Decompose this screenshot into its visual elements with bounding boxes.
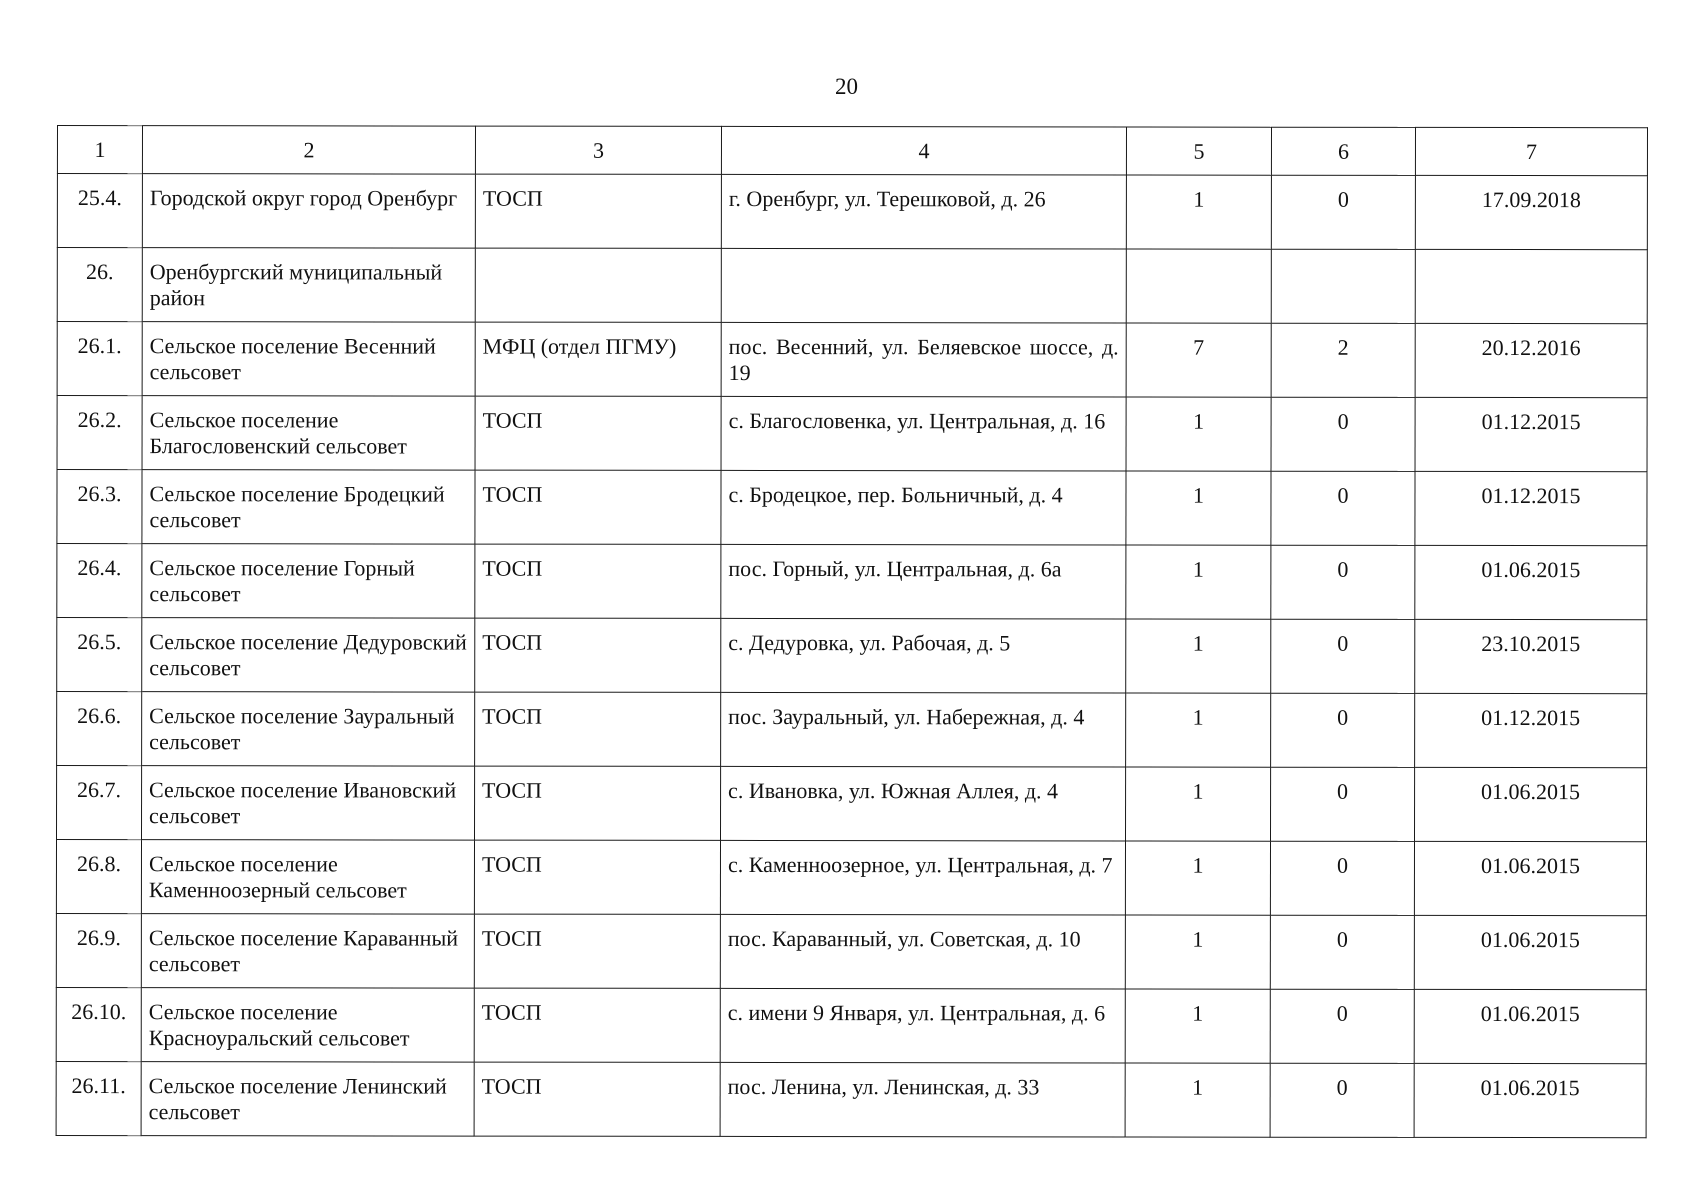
row-number-cell: 26.7.: [57, 766, 142, 840]
table-row: [57, 618, 1647, 694]
municipality-name-cell: Сельское поселение Караванный сельсовет: [141, 914, 474, 988]
header-cell: 4: [721, 126, 1126, 175]
count-extra-cell: 0: [1271, 175, 1415, 249]
row-number-cell: 26.: [57, 248, 142, 322]
page-number: 20: [835, 74, 858, 99]
office-type-cell: ТОСП: [475, 692, 721, 766]
row-number-cell: 26.4.: [57, 544, 142, 618]
register-table: [56, 125, 1648, 1138]
opening-date-cell: 01.06.2015: [1414, 1063, 1646, 1137]
header-cell: 1: [57, 126, 142, 174]
municipality-name-cell: Сельское поселение Горный сельсовет: [142, 544, 475, 618]
office-type-cell: ТОСП: [474, 988, 720, 1062]
row-number-cell: 26.1.: [57, 322, 142, 396]
opening-date-cell: [1415, 249, 1647, 323]
count-windows-cell: 7: [1126, 323, 1271, 397]
office-type-cell: ТОСП: [475, 618, 721, 692]
office-type-cell: ТОСП: [474, 840, 720, 914]
municipality-name-cell: Городской округ город Оренбург: [142, 174, 475, 248]
opening-date-cell: 01.12.2015: [1415, 693, 1647, 767]
address-cell: пос. Горный, ул. Центральная, д. 6а: [721, 544, 1126, 619]
header-cell: 7: [1415, 127, 1647, 175]
row-number-cell: 25.4.: [57, 174, 142, 248]
row-number-cell: 26.6.: [57, 692, 142, 766]
row-number-cell: 26.11.: [56, 1061, 141, 1135]
row-number-cell: 26.5.: [57, 618, 142, 692]
address-cell: пос. Зауральный, ул. Набережная, д. 4: [721, 692, 1126, 767]
opening-date-cell: 01.06.2015: [1414, 841, 1646, 915]
municipality-name-cell: Сельское поселение Бродецкий сельсовет: [142, 470, 475, 544]
address-cell: с. Благословенка, ул. Центральная, д. 16: [721, 396, 1126, 471]
header-cell: 5: [1126, 127, 1271, 175]
opening-date-cell: 01.12.2015: [1415, 397, 1647, 471]
address-cell: г. Оренбург, ул. Терешковой, д. 26: [721, 174, 1126, 249]
opening-date-cell: 01.06.2015: [1414, 989, 1646, 1063]
office-type-cell: ТОСП: [474, 1062, 720, 1136]
opening-date-cell: 17.09.2018: [1415, 175, 1647, 249]
table-row: [57, 248, 1647, 324]
address-cell: с. Бродецкое, пер. Больничный, д. 4: [721, 470, 1126, 545]
count-extra-cell: 0: [1271, 693, 1415, 767]
table-row: [57, 396, 1647, 472]
address-cell: с. Каменноозерное, ул. Центральная, д. 7: [720, 840, 1125, 915]
office-type-cell: ТОСП: [474, 914, 720, 988]
row-number-cell: 26.9.: [56, 913, 141, 987]
opening-date-cell: 01.06.2015: [1415, 545, 1647, 619]
count-windows-cell: 1: [1125, 841, 1270, 915]
office-type-cell: ТОСП: [475, 766, 721, 840]
table-row: [57, 322, 1647, 398]
table-row: [56, 840, 1646, 916]
count-extra-cell: 0: [1271, 545, 1415, 619]
count-extra-cell: 0: [1270, 915, 1414, 989]
count-windows-cell: 1: [1126, 693, 1271, 767]
table-row: [57, 470, 1647, 546]
count-windows-cell: 1: [1125, 989, 1270, 1063]
address-cell: [721, 248, 1126, 323]
count-extra-cell: 0: [1271, 471, 1415, 545]
row-number-cell: 26.3.: [57, 470, 142, 544]
count-windows-cell: 1: [1126, 545, 1271, 619]
table-body: [56, 126, 1647, 1138]
municipality-name-cell: Сельское поселение Ленинский сельсовет: [141, 1062, 474, 1136]
row-number-cell: 26.2.: [57, 396, 142, 470]
row-number-cell: 26.8.: [56, 840, 141, 914]
opening-date-cell: 20.12.2016: [1415, 323, 1647, 397]
municipality-name-cell: Сельское поселение Ивановский сельсовет: [142, 766, 475, 840]
table-row: [57, 766, 1647, 842]
table-row: [56, 913, 1646, 989]
address-cell: с. Дедуровка, ул. Рабочая, д. 5: [721, 618, 1126, 693]
count-windows-cell: [1126, 249, 1271, 323]
count-windows-cell: 1: [1125, 1063, 1270, 1137]
count-extra-cell: 0: [1271, 619, 1415, 693]
count-windows-cell: 1: [1125, 915, 1270, 989]
count-extra-cell: 0: [1271, 767, 1415, 841]
header-cell: 2: [142, 126, 475, 174]
municipality-name-cell: Сельское поселение Красноуральский сельсовет: [141, 988, 474, 1062]
row-number-cell: 26.10.: [56, 987, 141, 1061]
address-cell: с. Ивановка, ул. Южная Аллея, д. 4: [721, 766, 1126, 841]
municipality-name-cell: Сельское поселение Благословенский сельсовет: [142, 396, 475, 470]
count-extra-cell: 0: [1271, 397, 1415, 471]
table-row: [56, 1061, 1646, 1137]
count-windows-cell: 1: [1126, 767, 1271, 841]
municipality-name-cell: Сельское поселение Весенний сельсовет: [142, 322, 475, 396]
count-extra-cell: 2: [1271, 323, 1415, 397]
count-windows-cell: 1: [1126, 471, 1271, 545]
header-row: [57, 126, 1647, 176]
office-type-cell: ТОСП: [475, 544, 721, 618]
count-extra-cell: [1271, 249, 1415, 323]
municipality-name-cell: Оренбургский муниципальный район: [142, 248, 475, 322]
opening-date-cell: 01.06.2015: [1415, 767, 1647, 841]
address-cell: пос. Ленина, ул. Ленинская, д. 33: [720, 1062, 1125, 1137]
header-cell: 6: [1271, 127, 1415, 175]
opening-date-cell: 01.06.2015: [1414, 915, 1646, 989]
table-row: [57, 174, 1647, 250]
table-row: [57, 692, 1647, 768]
opening-date-cell: 23.10.2015: [1415, 619, 1647, 693]
municipality-name-cell: Сельское поселение Каменноозерный сельсовет: [141, 840, 474, 914]
municipality-name-cell: Сельское поселение Зауральный сельсовет: [142, 692, 475, 766]
table-row: [56, 987, 1646, 1063]
office-type-cell: МФЦ (отдел ПГМУ): [475, 322, 721, 396]
count-windows-cell: 1: [1126, 397, 1271, 471]
count-extra-cell: 0: [1270, 989, 1414, 1063]
address-cell: пос. Караванный, ул. Советская, д. 10: [720, 914, 1125, 989]
address-cell: с. имени 9 Января, ул. Центральная, д. 6: [720, 988, 1125, 1063]
table-row: [57, 544, 1647, 620]
municipality-name-cell: Сельское поселение Дедуровский сельсовет: [142, 618, 475, 692]
office-type-cell: ТОСП: [475, 174, 721, 248]
address-cell: пос. Весенний, ул. Беляевское шоссе, д. 19: [721, 322, 1126, 397]
count-windows-cell: 1: [1126, 619, 1271, 693]
count-extra-cell: 0: [1270, 841, 1414, 915]
count-windows-cell: 1: [1126, 175, 1271, 249]
count-extra-cell: 0: [1270, 1063, 1414, 1137]
opening-date-cell: 01.12.2015: [1415, 471, 1647, 545]
header-cell: 3: [475, 126, 721, 174]
office-type-cell: ТОСП: [475, 470, 721, 544]
office-type-cell: [475, 248, 721, 322]
office-type-cell: ТОСП: [475, 396, 721, 470]
